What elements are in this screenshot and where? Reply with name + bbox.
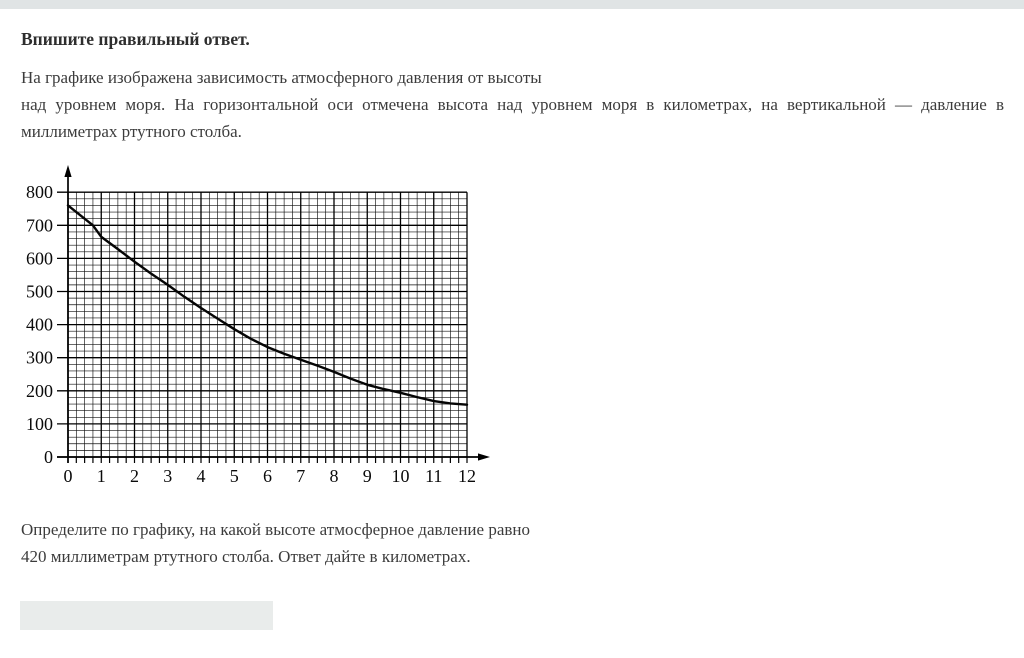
y-axis-tick-label: 600 — [26, 248, 53, 269]
question-text — [21, 517, 721, 570]
y-axis-tick-label: 400 — [26, 314, 53, 335]
question-line-1: Определите по графику, на какой высоте атмосферное давление равно — [21, 520, 530, 539]
y-axis-tick-label: 100 — [26, 413, 53, 434]
task-description-line-2: над уровнем моря. На горизонтальной оси отмечена высота над уровнем моря в километрах, на вертикальной — давление в — [21, 95, 1004, 114]
x-axis-tick-label: 2 — [130, 466, 139, 486]
x-axis-tick-label: 1 — [96, 466, 106, 486]
answer-input[interactable] — [20, 601, 273, 630]
y-axis-tick-label: 200 — [26, 380, 53, 401]
task-description-line-3: миллиметрах ртутного столба. — [21, 122, 242, 141]
top-bar — [0, 0, 1024, 9]
x-axis-tick-label: 3 — [163, 466, 173, 486]
question-line-2: 420 миллиметрам ртутного столба. Ответ дайте в километрах. — [21, 546, 471, 566]
x-axis-arrow-icon — [478, 453, 490, 460]
x-axis-tick-label: 0 — [63, 466, 73, 486]
y-axis-tick-label: 700 — [26, 215, 53, 236]
x-axis-tick-label: 5 — [229, 466, 239, 486]
x-axis-tick-label: 6 — [263, 466, 272, 486]
page-title: Впишите правильный ответ. — [21, 29, 250, 49]
x-axis-tick-label: 12 — [458, 466, 476, 486]
x-axis-tick-label: 10 — [391, 466, 410, 486]
task-description-line-1: На графике изображена зависимость атмосферного давления от высоты — [21, 68, 542, 87]
y-axis-arrow-icon — [64, 165, 71, 177]
chart-canvas — [0, 160, 510, 505]
x-axis-tick-label: 7 — [296, 466, 306, 486]
x-axis-tick-label: 4 — [196, 466, 206, 486]
y-axis-tick-label: 300 — [26, 347, 53, 368]
x-axis-tick-label: 9 — [362, 466, 372, 486]
y-axis-tick-label: 500 — [26, 281, 53, 302]
x-axis-tick-label: 11 — [425, 466, 443, 486]
y-axis-tick-label: 800 — [26, 182, 53, 203]
task-description — [21, 64, 1004, 145]
x-axis-tick-label: 8 — [329, 466, 339, 486]
pressure-altitude-chart — [0, 160, 510, 505]
y-axis-tick-label: 0 — [44, 447, 53, 467]
